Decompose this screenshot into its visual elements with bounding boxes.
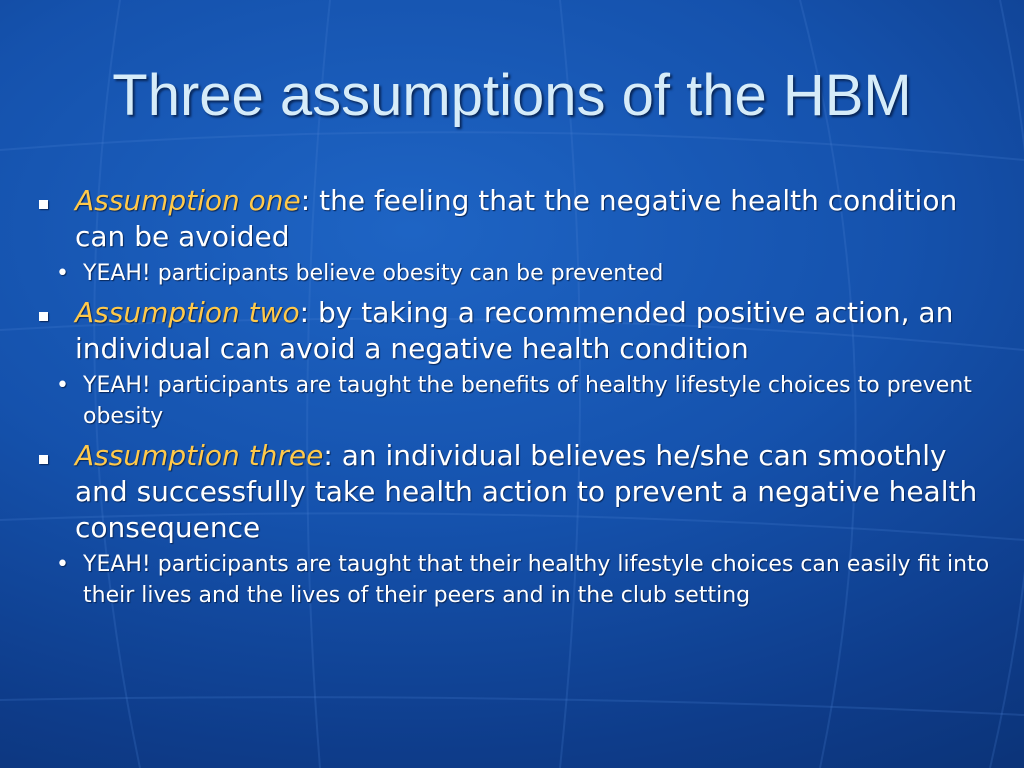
- square-bullet-icon: [39, 455, 48, 464]
- sub-bullet-text: YEAH! participants are taught the benefits of healthy lifestyle choices to prevent obesity: [83, 373, 972, 429]
- globe-arc: [0, 697, 1024, 715]
- assumption-label: Assumption one: [75, 184, 301, 217]
- globe-arc: [0, 132, 1024, 160]
- round-bullet-icon: •: [56, 373, 69, 398]
- square-bullet-icon: [39, 312, 48, 321]
- sub-bullet-item-3: [36, 549, 996, 611]
- assumption-label: Assumption two: [75, 296, 300, 329]
- assumption-text: : an individual believes he/she can smoothly and successfully take health action to prevent a negative health consequence: [75, 439, 978, 544]
- sub-bullet-text: YEAH! participants believe obesity can be prevented: [83, 261, 664, 286]
- sub-bullet-item-2: [36, 370, 996, 432]
- bullet-list: [36, 183, 996, 614]
- square-bullet-icon: [39, 200, 48, 209]
- assumption-text: : by taking a recommended positive action, an individual can avoid a negative health condition: [75, 296, 954, 365]
- sub-bullet-item-1: [36, 258, 996, 289]
- assumption-label: Assumption three: [75, 439, 324, 472]
- slide-title: Three assumptions of the HBM: [112, 63, 912, 128]
- assumption-text: : the feeling that the negative health condition can be avoided: [75, 184, 958, 253]
- sub-bullet-text: YEAH! participants are taught that their healthy lifestyle choices can easily fit into their lives and the lives of their peers and in the club setting: [83, 552, 990, 608]
- round-bullet-icon: •: [56, 261, 69, 286]
- round-bullet-icon: •: [56, 552, 69, 577]
- bullet-item-3: [36, 438, 996, 546]
- bullet-item-2: [36, 295, 996, 367]
- bullet-item-1: [36, 183, 996, 255]
